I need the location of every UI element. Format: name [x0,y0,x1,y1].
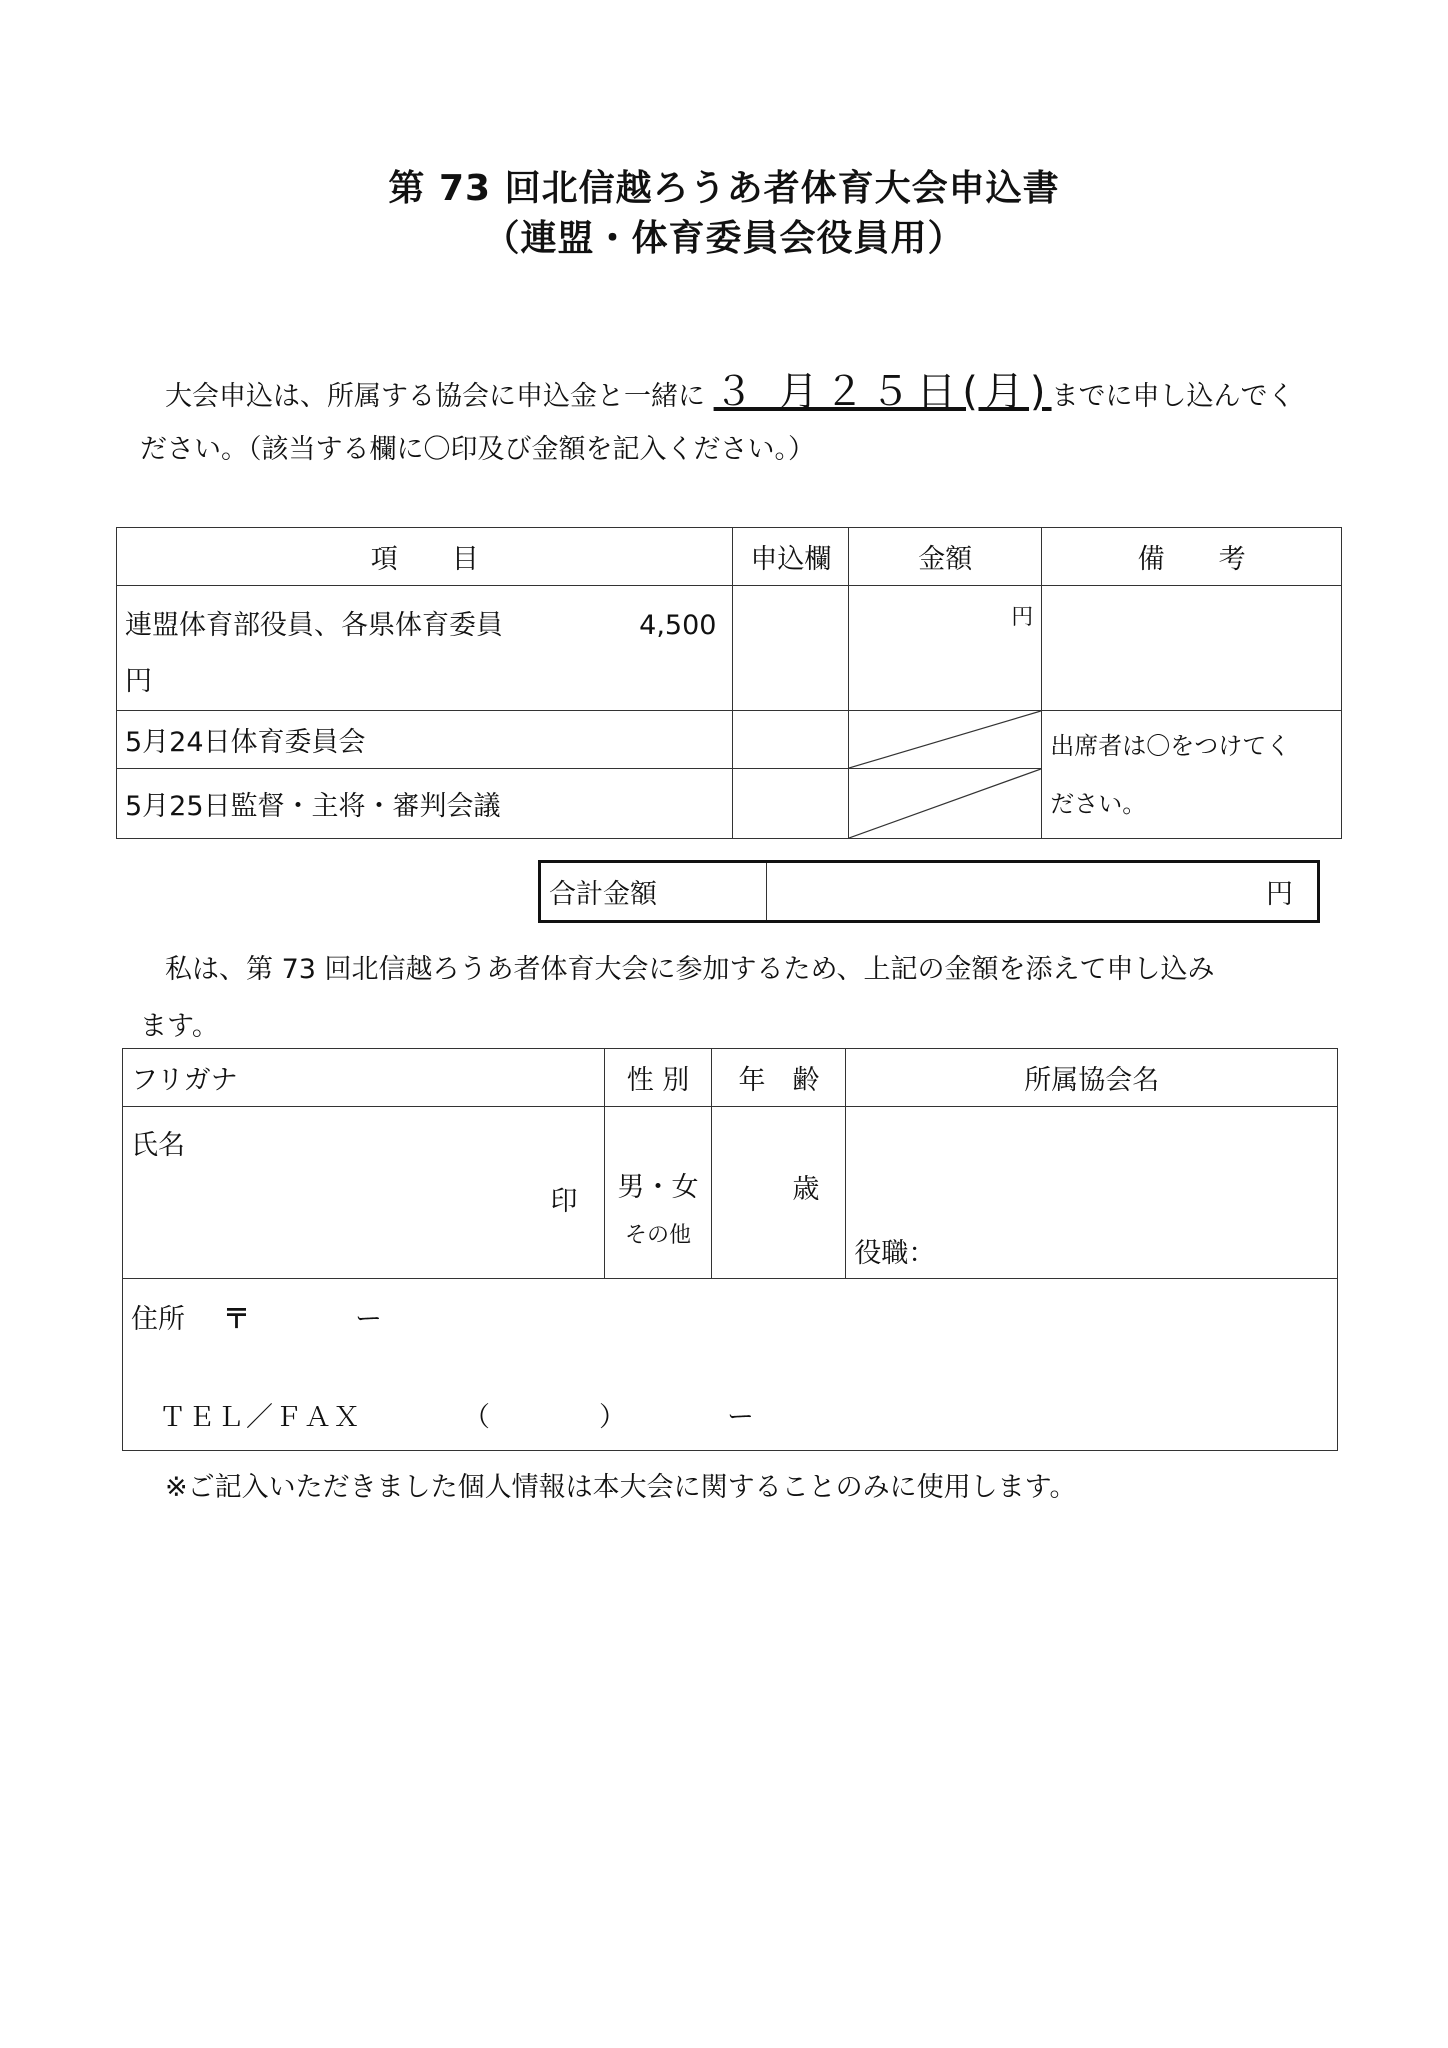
committee-item: 5月24日体育委員会 [117,711,733,769]
remarks-line-1: 出席者は〇をつけてく [1050,732,1291,760]
age-cell[interactable] [712,1107,846,1279]
meeting-amount-slash [849,769,1042,839]
address-label: 住所 [131,1304,185,1335]
committee-amount-slash [849,711,1042,769]
deadline: ３ 月２５日(月) [713,369,1052,415]
header-furigana: フリガナ [123,1049,605,1107]
officer-amount-cell[interactable] [849,586,1042,711]
sex-options: 男・女 [617,1172,699,1203]
intro-before: 大会申込は、所属する協会に申込金と一緒に [165,381,705,412]
attendance-remarks [1042,711,1342,839]
meeting-item: 5月25日監督・主将・審判会議 [117,769,733,839]
form-subtitle: （連盟・体育委員会役員用） [483,218,965,259]
header-amount: 金額 [849,528,1042,586]
fee-row-officer [117,586,1342,711]
applicant-detail-row [123,1107,1338,1279]
header-apply: 申込欄 [733,528,849,586]
intro-line-1 [165,370,1325,419]
privacy-note: ※ご記入いただきました個人情報は本大会に関することのみに使用します。 [165,1472,1077,1503]
tel-open: （ [463,1402,490,1433]
tel-close: ） [599,1402,626,1433]
association-cell[interactable] [846,1107,1338,1279]
age-unit: 歳 [792,1174,820,1205]
sex-cell[interactable] [604,1107,712,1279]
postal-mark: 〒 [223,1304,250,1335]
remarks-line-2: ださい。 [1050,790,1147,818]
total-unit: 円 [1266,879,1293,910]
officer-price: 4,500 [639,610,717,641]
name-cell[interactable] [123,1107,605,1279]
officer-amount-unit: 円 [1011,605,1034,630]
officer-price-unit: 円 [125,666,152,697]
officer-item-label: 連盟体育部役員、各県体育委員 [125,610,503,641]
name-label: 氏名 [131,1130,185,1161]
committee-apply-cell[interactable] [733,711,849,769]
applicant-header-row [123,1049,1338,1107]
declaration-line-2: ます。 [140,1011,219,1042]
fee-table [116,527,1342,839]
intro-after: までに申し込んでく [1051,381,1295,412]
header-association: 所属協会名 [846,1049,1338,1107]
postal-dash: ー [355,1304,382,1335]
officer-remarks-cell[interactable] [1042,586,1342,711]
officer-item [117,586,733,711]
address-row [123,1279,1338,1451]
tel-label: ＴＥＬ／ＦＡＸ [159,1402,362,1433]
seal-mark: 印 [550,1186,578,1217]
total-amount-cell[interactable] [767,862,1319,922]
total-label: 合計金額 [540,862,767,922]
header-item: 項 目 [117,528,733,586]
form-title: 第 73 回北信越ろうあ者体育大会申込書 [388,168,1060,209]
intro-line-2: ださい。（該当する欄に〇印及び金額を記入ください。） [140,434,815,465]
header-remarks: 備 考 [1042,528,1342,586]
total-table [538,860,1320,923]
officer-apply-cell[interactable] [733,586,849,711]
tel-dash: ー [727,1402,754,1433]
slash-line [849,711,1041,768]
slash-line [849,769,1041,838]
fee-header-row [117,528,1342,586]
header-sex: 性 別 [604,1049,712,1107]
address-cell[interactable] [123,1279,1338,1451]
declaration-line-1: 私は、第 73 回北信越ろうあ者体育大会に参加するため、上記の金額を添えて申し込み [165,954,1215,985]
sex-other: その他 [625,1223,692,1248]
applicant-table [122,1048,1338,1451]
fee-row-committee [117,711,1342,769]
meeting-apply-cell[interactable] [733,769,849,839]
header-age: 年 齢 [712,1049,846,1107]
position-label: 役職： [854,1238,936,1269]
